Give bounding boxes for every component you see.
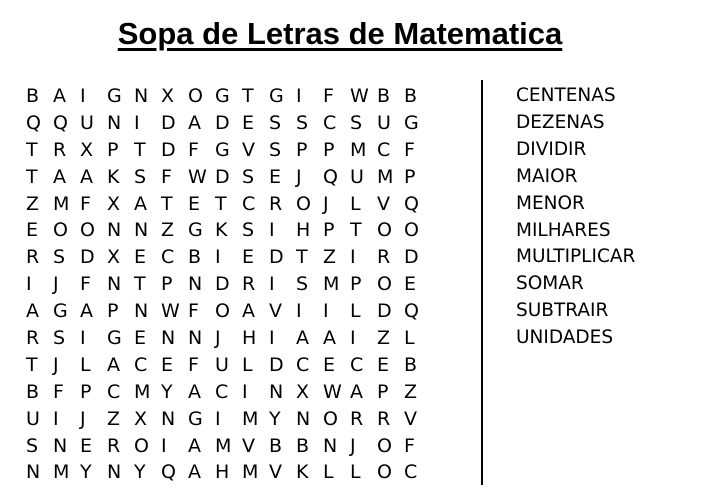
- grid-letter: D: [215, 273, 230, 296]
- grid-letter: B: [404, 353, 418, 376]
- grid-letter: U: [80, 111, 94, 134]
- grid-letter: S: [53, 246, 66, 269]
- grid-letter: V: [404, 407, 417, 430]
- grid-letter: C: [404, 461, 418, 484]
- grid-letter: W: [161, 300, 180, 323]
- grid-letter: A: [53, 165, 66, 188]
- grid-letter: Z: [404, 380, 418, 403]
- grid-letter: R: [377, 246, 391, 269]
- grid-letter: T: [215, 192, 227, 215]
- grid-letter: F: [188, 353, 199, 376]
- grid-letter: T: [26, 138, 38, 161]
- grid-letter: W: [323, 380, 342, 403]
- grid-letter: N: [26, 461, 41, 484]
- grid-letter: Y: [269, 407, 281, 430]
- grid-letter: K: [215, 219, 228, 242]
- grid-letter: G: [53, 300, 68, 323]
- grid-letter: J: [53, 273, 59, 296]
- grid-letter: A: [350, 380, 363, 403]
- grid-letter: S: [242, 165, 255, 188]
- grid-letter: J: [350, 434, 356, 457]
- grid-letter: F: [53, 380, 64, 403]
- grid-letter: M: [242, 407, 259, 430]
- page-title: [0, 14, 680, 54]
- grid-letter: N: [134, 219, 149, 242]
- grid-letter: F: [404, 434, 415, 457]
- grid-letter: Q: [404, 300, 419, 323]
- grid-letter: H: [215, 461, 230, 484]
- grid-letter: L: [350, 192, 361, 215]
- grid-letter: R: [269, 192, 283, 215]
- grid-letter: L: [350, 300, 361, 323]
- grid-letter: X: [107, 192, 121, 215]
- grid-letter: I: [296, 85, 302, 107]
- grid-letter: I: [134, 111, 140, 134]
- grid-letter: N: [161, 407, 176, 430]
- word-list-item: MULTIPLICAR: [516, 246, 636, 268]
- word-list-item: DEZENAS: [516, 111, 605, 133]
- grid-letter: Z: [107, 407, 121, 430]
- grid-letter: R: [350, 407, 364, 430]
- grid-letter: B: [404, 85, 418, 107]
- grid-letter: C: [323, 111, 337, 134]
- grid-letter: N: [161, 327, 176, 350]
- grid-letter: U: [377, 111, 391, 134]
- grid-letter: O: [377, 461, 392, 484]
- grid-letter: O: [215, 300, 230, 323]
- grid-letter: H: [296, 219, 311, 242]
- grid-letter: C: [350, 353, 364, 376]
- grid-letter: T: [242, 85, 254, 107]
- grid-letter: L: [323, 461, 334, 484]
- grid-letter: Z: [377, 327, 391, 350]
- grid-letter: O: [323, 407, 338, 430]
- grid-letter: E: [242, 246, 255, 269]
- grid-letter: R: [107, 434, 121, 457]
- word-list-item: CENTENAS: [516, 85, 616, 106]
- grid-letter: P: [107, 138, 119, 161]
- grid-letter: O: [377, 273, 392, 296]
- grid-letter: V: [269, 461, 282, 484]
- grid-letter: X: [80, 138, 94, 161]
- grid-letter: M: [242, 461, 259, 484]
- grid-letter: Z: [161, 219, 175, 242]
- grid-letter: R: [53, 138, 67, 161]
- grid-letter: H: [242, 327, 257, 350]
- grid-letter: P: [296, 138, 308, 161]
- grid-letter: M: [53, 461, 70, 484]
- grid-letter: S: [350, 111, 363, 134]
- grid-letter: C: [377, 138, 391, 161]
- grid-letter: O: [134, 434, 149, 457]
- grid-letter: N: [188, 327, 203, 350]
- grid-letter: Q: [323, 165, 338, 188]
- word-list-item: SOMAR: [516, 273, 584, 295]
- grid-letter: G: [404, 111, 419, 134]
- grid-letter: N: [188, 273, 203, 296]
- grid-letter: D: [269, 353, 284, 376]
- word-list-item: MILHARES: [516, 219, 611, 241]
- grid-letter: P: [107, 300, 119, 323]
- grid-letter: P: [377, 380, 389, 403]
- grid-letter: J: [80, 407, 86, 430]
- grid-letter: D: [269, 246, 284, 269]
- grid-letter: T: [350, 219, 362, 242]
- grid-letter: L: [404, 327, 415, 350]
- grid-letter: S: [269, 138, 282, 161]
- grid-letter: X: [296, 380, 310, 403]
- grid-letter: E: [134, 246, 147, 269]
- grid-letter: P: [80, 380, 92, 403]
- grid-letter: V: [242, 138, 255, 161]
- grid-letter: E: [26, 219, 39, 242]
- grid-letter: E: [269, 165, 282, 188]
- grid-letter: D: [215, 111, 230, 134]
- grid-letter: I: [350, 327, 356, 350]
- grid-letter: E: [188, 192, 201, 215]
- grid-letter: F: [188, 300, 199, 323]
- grid-letter: N: [134, 85, 149, 107]
- grid-letter: E: [134, 327, 147, 350]
- grid-letter: P: [350, 273, 362, 296]
- grid-letter: Q: [161, 461, 176, 484]
- grid-letter: F: [404, 138, 415, 161]
- grid-letter: Q: [404, 192, 419, 215]
- grid-letter: A: [53, 85, 66, 107]
- grid-letter: A: [26, 300, 39, 323]
- grid-letter: N: [296, 407, 311, 430]
- grid-letter: F: [323, 85, 334, 107]
- grid-letter: G: [188, 407, 203, 430]
- grid-letter: G: [215, 138, 230, 161]
- grid-letter: G: [107, 327, 122, 350]
- grid-letter: G: [269, 85, 284, 107]
- grid-letter: V: [269, 300, 282, 323]
- grid-letter: V: [242, 434, 255, 457]
- grid-letter: T: [26, 165, 38, 188]
- grid-letter: G: [215, 85, 230, 107]
- grid-letter: B: [269, 434, 283, 457]
- grid-letter: D: [404, 246, 419, 269]
- grid-letter: C: [215, 380, 229, 403]
- grid-letter: D: [377, 300, 392, 323]
- grid-letter: C: [161, 246, 175, 269]
- grid-letter: F: [80, 273, 91, 296]
- word-list-item: UNIDADES: [516, 327, 614, 349]
- grid-letter: X: [161, 85, 175, 107]
- grid-letter: I: [269, 219, 275, 242]
- grid-letter: D: [80, 246, 95, 269]
- grid-letter: J: [53, 353, 59, 376]
- grid-letter: A: [107, 353, 120, 376]
- grid-letter: J: [296, 165, 302, 188]
- grid-letter: A: [80, 165, 93, 188]
- grid-letter: S: [296, 111, 309, 134]
- grid-letter: T: [134, 273, 146, 296]
- grid-letter: D: [161, 138, 176, 161]
- grid-letter: Z: [26, 192, 40, 215]
- grid-letter: N: [107, 461, 122, 484]
- grid-letter: I: [296, 300, 302, 323]
- grid-letter: X: [107, 246, 121, 269]
- grid-letter: F: [161, 165, 172, 188]
- grid-letter: L: [242, 353, 253, 376]
- grid-letter: F: [188, 138, 199, 161]
- grid-letter: A: [188, 461, 201, 484]
- grid-letter: Z: [323, 246, 337, 269]
- page-title-text: Sopa de Letras de Matematica: [117, 16, 563, 51]
- grid-letter: U: [215, 353, 229, 376]
- letter-grid: [26, 83, 431, 486]
- grid-letter: N: [134, 300, 149, 323]
- grid-letter: A: [80, 300, 93, 323]
- grid-letter: I: [269, 327, 275, 350]
- grid-letter: C: [242, 192, 256, 215]
- grid-letter: B: [26, 380, 40, 403]
- grid-letter: M: [215, 434, 232, 457]
- grid-letter: J: [215, 327, 221, 350]
- grid-letter: T: [296, 246, 308, 269]
- grid-letter: S: [242, 219, 255, 242]
- grid-letter: B: [377, 85, 391, 107]
- grid-letter: M: [53, 192, 70, 215]
- grid-letter: Y: [80, 461, 92, 484]
- grid-letter: E: [323, 353, 336, 376]
- grid-letter: P: [323, 138, 335, 161]
- grid-letter: A: [296, 327, 309, 350]
- grid-letter: P: [161, 273, 173, 296]
- grid-letter: I: [215, 407, 221, 430]
- grid-letter: T: [26, 353, 38, 376]
- grid-letter: S: [269, 111, 282, 134]
- grid-letter: X: [134, 407, 148, 430]
- grid-letter: N: [323, 434, 338, 457]
- grid-letter: W: [350, 85, 369, 107]
- grid-letter: T: [161, 192, 173, 215]
- grid-letter: B: [188, 246, 202, 269]
- grid-letter: C: [134, 353, 148, 376]
- grid-letter: I: [26, 273, 32, 296]
- grid-letter: V: [377, 192, 390, 215]
- grid-letter: N: [53, 434, 68, 457]
- grid-letter: O: [377, 219, 392, 242]
- grid-letter: O: [296, 192, 311, 215]
- grid-letter: P: [323, 219, 335, 242]
- grid-letter: U: [26, 407, 40, 430]
- grid-letter: R: [26, 246, 40, 269]
- grid-letter: B: [296, 434, 310, 457]
- grid-letter: L: [350, 461, 361, 484]
- word-list-item: DIVIDIR: [516, 138, 587, 160]
- grid-letter: R: [377, 407, 391, 430]
- grid-letter: S: [296, 273, 309, 296]
- grid-letter: A: [323, 327, 336, 350]
- grid-letter: D: [161, 111, 176, 134]
- grid-letter: O: [404, 219, 419, 242]
- grid-letter: M: [323, 273, 340, 296]
- grid-letter: L: [80, 353, 91, 376]
- grid-letter: B: [26, 85, 40, 107]
- grid-letter: F: [80, 192, 91, 215]
- grid-letter: C: [296, 353, 310, 376]
- grid-letter: M: [350, 138, 367, 161]
- grid-letter: A: [134, 192, 147, 215]
- grid-letter: M: [377, 165, 394, 188]
- grid-letter: E: [80, 434, 93, 457]
- grid-letter: Y: [134, 461, 146, 484]
- grid-letter: I: [323, 300, 329, 323]
- grid-letter: W: [188, 165, 207, 188]
- grid-letter: U: [350, 165, 364, 188]
- grid-letter: J: [323, 192, 329, 215]
- grid-letter: S: [53, 327, 66, 350]
- grid-letter: E: [377, 353, 390, 376]
- grid-letter: I: [80, 327, 86, 350]
- grid-letter: Q: [26, 111, 41, 134]
- grid-letter: I: [269, 273, 275, 296]
- grid-letter: I: [242, 380, 248, 403]
- grid-letter: I: [161, 434, 167, 457]
- grid-letter: K: [296, 461, 309, 484]
- grid-letter: C: [107, 380, 121, 403]
- word-list: [516, 83, 635, 352]
- word-list-item: MAIOR: [516, 165, 578, 187]
- grid-letter: M: [134, 380, 151, 403]
- grid-letter: R: [26, 327, 40, 350]
- word-list-item: SUBTRAIR: [516, 300, 609, 322]
- grid-letter: O: [80, 219, 95, 242]
- grid-letter: Q: [53, 111, 68, 134]
- grid-letter: I: [53, 407, 59, 430]
- grid-letter: N: [107, 111, 122, 134]
- word-list-item: MENOR: [516, 192, 585, 214]
- grid-letter: N: [269, 380, 284, 403]
- grid-letter: N: [107, 219, 122, 242]
- grid-letter: N: [107, 273, 122, 296]
- grid-letter: D: [215, 165, 230, 188]
- grid-letter: O: [377, 434, 392, 457]
- grid-letter: Y: [161, 380, 173, 403]
- grid-letter: A: [188, 380, 201, 403]
- grid-letter: S: [26, 434, 39, 457]
- grid-letter: E: [161, 353, 174, 376]
- grid-letter: I: [215, 246, 221, 269]
- grid-letter: P: [404, 165, 416, 188]
- divider-line: [481, 80, 483, 485]
- grid-letter: A: [188, 111, 201, 134]
- grid-letter: E: [404, 273, 417, 296]
- grid-letter: K: [107, 165, 120, 188]
- grid-letter: A: [242, 300, 255, 323]
- grid-letter: O: [53, 219, 68, 242]
- grid-letter: S: [134, 165, 147, 188]
- grid-letter: R: [242, 273, 256, 296]
- grid-letter: T: [134, 138, 146, 161]
- grid-letter: A: [188, 434, 201, 457]
- grid-letter: G: [188, 219, 203, 242]
- grid-letter: O: [188, 85, 203, 107]
- grid-letter: I: [80, 85, 86, 107]
- grid-letter: G: [107, 85, 122, 107]
- grid-letter: E: [242, 111, 255, 134]
- grid-letter: I: [350, 246, 356, 269]
